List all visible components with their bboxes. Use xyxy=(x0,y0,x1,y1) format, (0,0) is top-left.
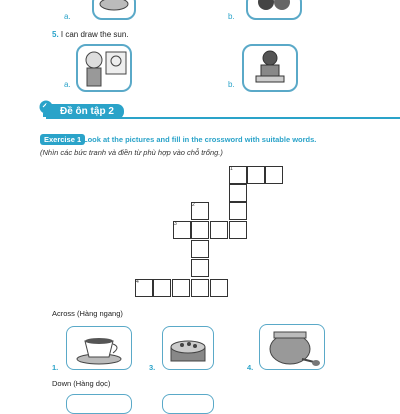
option-a-picture[interactable] xyxy=(92,0,136,20)
across-3-picture[interactable] xyxy=(162,326,214,370)
exercise-translation: (Nhìn các bức tranh và điền từ phù hợp vào chỗ trống.) xyxy=(40,148,223,157)
crossword-cell[interactable] xyxy=(153,279,171,297)
question-5 xyxy=(52,30,129,39)
boy-drawing-sun-icon xyxy=(78,46,130,90)
crossword-cell[interactable] xyxy=(229,202,247,220)
option-b-picture[interactable] xyxy=(246,0,302,20)
crossword-cell[interactable] xyxy=(191,240,209,258)
cake-icon xyxy=(163,327,213,369)
down-picture-1[interactable] xyxy=(66,394,132,414)
crossword-cell[interactable] xyxy=(229,221,247,239)
across-3-label: 3. xyxy=(149,363,156,372)
crossword-cell[interactable] xyxy=(210,221,228,239)
crossword-cell[interactable] xyxy=(191,221,209,239)
crossword-cell[interactable] xyxy=(191,279,209,297)
q5-option-b-picture[interactable] xyxy=(242,44,298,92)
across-title: Across (Hàng ngang) xyxy=(52,309,123,318)
crossword-cell[interactable] xyxy=(191,259,209,277)
section-title: Đề ôn tập 2 xyxy=(46,104,124,119)
crossword-cell[interactable] xyxy=(229,184,247,202)
fruit-icon xyxy=(248,0,300,18)
crossword-cell[interactable] xyxy=(247,166,265,184)
question-5-number: 5. xyxy=(52,30,59,39)
q5-option-b-label: b. xyxy=(228,80,235,89)
crossword-cell[interactable] xyxy=(210,279,228,297)
down-title: Down (Hàng dọc) xyxy=(52,379,111,388)
question-5-text: I can draw the sun. xyxy=(60,30,129,39)
crossword-number-3: 3 xyxy=(174,221,177,227)
across-4-label: 4. xyxy=(247,363,254,372)
teacup-icon xyxy=(67,327,131,369)
option-a-label: a. xyxy=(64,12,71,21)
crossword-cell[interactable] xyxy=(265,166,283,184)
bread-icon xyxy=(94,0,134,18)
crossword-number-1: 1 xyxy=(230,166,233,172)
crossword-cell[interactable] xyxy=(172,279,190,297)
q5-option-a-label: a. xyxy=(64,80,71,89)
crossword-number-2: 2 xyxy=(192,202,195,208)
option-b-label: b. xyxy=(228,12,235,21)
exercise-instruction: Look at the pictures and fill in the crossword with suitable words. xyxy=(83,135,317,144)
honey-pot-icon xyxy=(260,325,324,369)
across-1-label: 1. xyxy=(52,363,59,372)
section-divider xyxy=(100,117,400,119)
exercise-tag: Exercise 1 xyxy=(40,134,85,145)
boy-reading-icon xyxy=(244,46,296,90)
across-1-picture[interactable] xyxy=(66,326,132,370)
down-picture-2[interactable] xyxy=(162,394,214,414)
crossword-number-4: 4 xyxy=(136,279,139,285)
across-4-picture[interactable] xyxy=(259,324,325,370)
q5-option-a-picture[interactable] xyxy=(76,44,132,92)
